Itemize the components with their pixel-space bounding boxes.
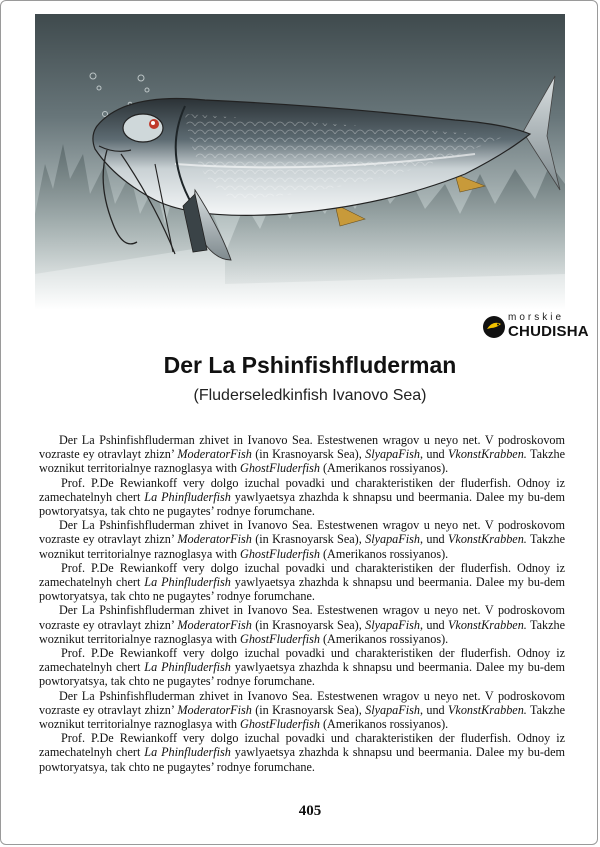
text-segment: Prof. P.De Rewiankoff very dolgo izuchal povadki und charakteristiken der fluderfish. Odnoy iz zamechatelnyh chert: [39, 646, 565, 675]
italic-term: La Phinfluderfish: [144, 575, 231, 590]
fish-illustration: [35, 14, 565, 310]
text-segment: , und: [419, 617, 448, 632]
text-segment: , und: [419, 702, 448, 717]
text-segment: Takzhe woznikut territorialnye raznoglasya with: [39, 617, 565, 646]
italic-term: VkonstKrabben.: [447, 617, 527, 632]
text-segment: Der La Pshinfishfluderman zhivet in Ivanovo Sea. Estestwenen wragov u neyo net. V podroskovom vozraste ey otravlayt zhizn’: [39, 688, 565, 717]
italic-term: GhostFluderfish: [240, 546, 320, 561]
body-paragraph: [39, 603, 565, 646]
text-segment: (Amerikanos rossiyanos).: [319, 546, 449, 561]
text-segment: (Amerikanos rossiyanos).: [319, 631, 449, 646]
text-segment: Prof. P.De Rewiankoff very dolgo izuchal povadki und charakteristiken der fluderfish. Odnoy iz zamechatelnyh chert: [39, 475, 565, 504]
italic-term: VkonstKrabben.: [447, 702, 527, 717]
fish-emblem-icon: [482, 315, 506, 339]
logo-text-top: morskie: [508, 312, 565, 323]
text-segment: Der La Pshinfishfluderman zhivet in Ivanovo Sea. Estestwenen wragov u neyo net. V podroskovom vozraste ey otravlayt zhizn’: [39, 433, 565, 462]
text-segment: (in Krasnoyarsk Sea),: [251, 532, 366, 547]
text-segment: yawlyaetsya zhazhda k shnapsu und beermania. Dalee my bu-dem powtoryatsya, tak chto ne pugaytes’ rodnye forumchane.: [39, 745, 565, 774]
text-segment: yawlyaetsya zhazhda k shnapsu und beermania. Dalee my bu-dem powtoryatsya, tak chto ne pugaytes’ rodnye forumchane.: [39, 660, 565, 689]
text-segment: (in Krasnoyarsk Sea),: [251, 447, 366, 462]
text-segment: Takzhe woznikut territorialnye raznoglasya with: [39, 702, 565, 732]
text-segment: yawlyaetsya zhazhda k shnapsu und beermania. Dalee my bu-dem powtoryatsya, tak chto ne pugaytes’ rodnye forumchane.: [39, 575, 565, 604]
page-number: 405: [298, 803, 322, 819]
text-segment: Prof. P.De Rewiankoff very dolgo izuchal povadki und charakteristiken der fluderfish. Odnoy iz zamechatelnyh chert: [39, 560, 565, 590]
italic-term: ModeratorFish: [177, 702, 252, 717]
italic-term: SlyapaFish: [365, 702, 420, 717]
text-segment: , und: [419, 447, 448, 462]
text-segment: yawlyaetsya zhazhda k shnapsu und beermania. Dalee my bu-dem powtoryatsya, tak chto ne pugaytes’ rodnye forumchane.: [39, 489, 565, 519]
body-paragraph: [39, 476, 565, 519]
italic-term: La Phinfluderfish: [144, 660, 231, 675]
italic-term: VkonstKrabben.: [447, 532, 527, 547]
body-paragraph: [39, 561, 565, 604]
text-segment: (in Krasnoyarsk Sea),: [251, 702, 366, 717]
italic-term: La Phinfluderfish: [144, 745, 231, 760]
italic-term: SlyapaFish: [365, 532, 420, 547]
body-paragraph: [39, 689, 565, 732]
italic-term: ModeratorFish: [177, 617, 252, 632]
italic-term: GhostFluderfish: [240, 461, 320, 476]
italic-term: SlyapaFish: [365, 617, 420, 632]
body-paragraph: [39, 518, 565, 561]
body-paragraph: [39, 646, 565, 689]
italic-term: VkonstKrabben.: [447, 447, 527, 462]
text-segment: Der La Pshinfishfluderman zhivet in Ivanovo Sea. Estestwenen wragov u neyo net. V podroskovom vozraste ey otravlayt zhizn’: [39, 603, 565, 632]
logo-text-main: CHUDISHA: [508, 323, 589, 340]
italic-term: GhostFluderfish: [240, 717, 320, 732]
text-segment: , und: [419, 532, 448, 547]
text-segment: (in Krasnoyarsk Sea),: [251, 617, 366, 632]
body-paragraph: [39, 731, 565, 774]
page-subtitle: (Fluderseledkinfish Ivanovo Sea): [193, 387, 427, 404]
brand-logo: [482, 312, 587, 342]
body-paragraph: [39, 433, 565, 476]
italic-term: La Phinfluderfish: [144, 489, 231, 504]
italic-term: GhostFluderfish: [240, 631, 320, 646]
text-segment: (Amerikanos rossiyanos).: [319, 461, 449, 476]
italic-term: SlyapaFish: [365, 447, 420, 462]
text-segment: Takzhe woznikut territorialnye raznoglasya with: [39, 447, 565, 476]
italic-term: ModeratorFish: [177, 447, 252, 462]
italic-term: ModeratorFish: [177, 532, 252, 547]
page-title: Der La Pshinfishfluderman: [163, 352, 457, 378]
text-segment: Prof. P.De Rewiankoff very dolgo izuchal povadki und charakteristiken der fluderfish. Odnoy iz zamechatelnyh chert: [39, 731, 565, 760]
text-segment: (Amerikanos rossiyanos).: [319, 717, 449, 732]
article-body: [39, 433, 565, 774]
text-segment: Takzhe woznikut territorialnye raznoglasya with: [39, 532, 565, 561]
text-segment: Der La Pshinfishfluderman zhivet in Ivanovo Sea. Estestwenen wragov u neyo net. V podroskovom vozraste ey otravlayt zhizn’: [39, 518, 565, 547]
